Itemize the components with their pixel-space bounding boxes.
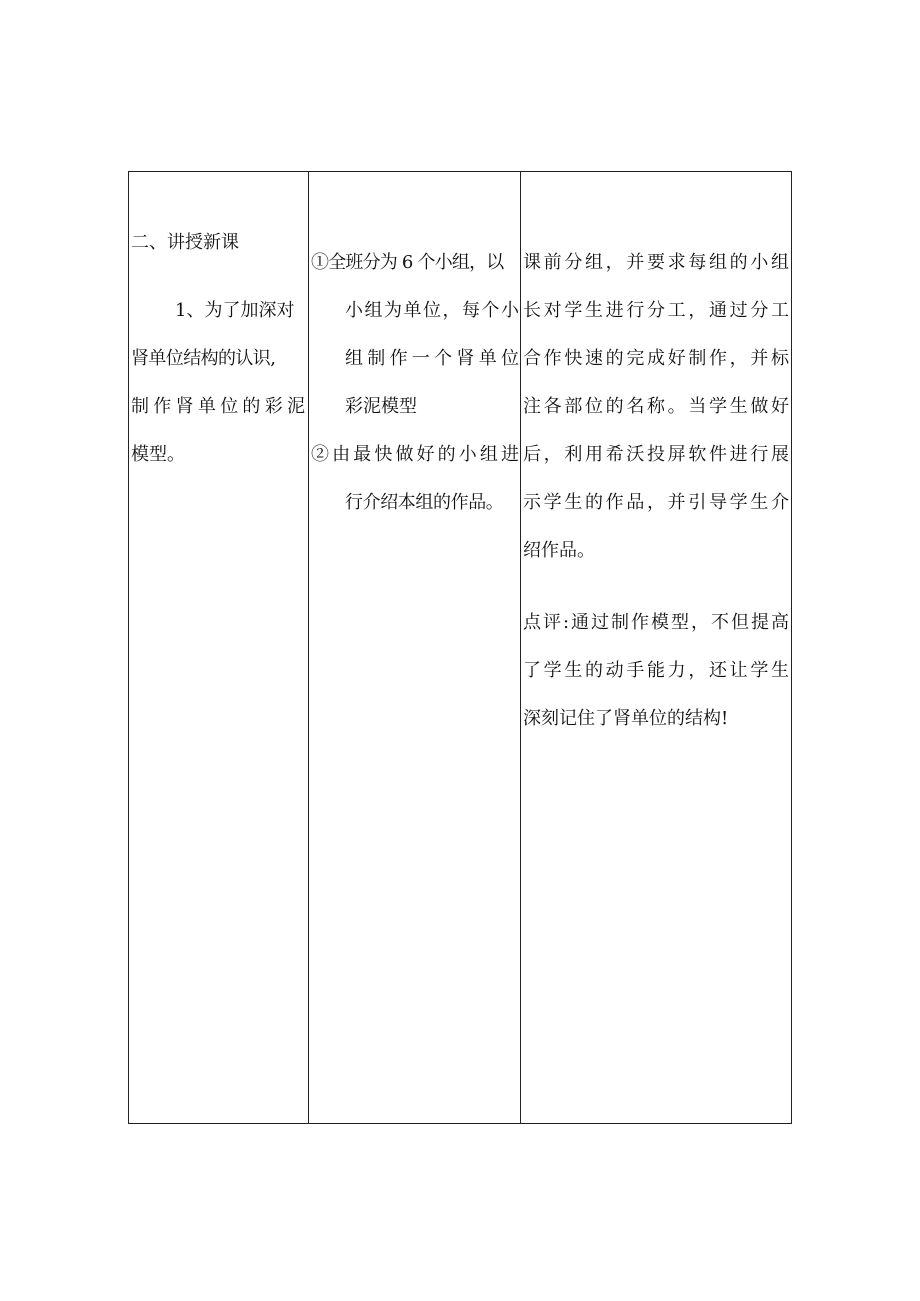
design-intent-column [521,172,791,1123]
activity-line-3: 组制作一个肾单位 [345,348,519,369]
intent-line-7: 绍作品。 [523,540,595,561]
activity-line-4: 彩泥模型 [345,396,417,417]
activity-column [309,172,521,1123]
comment-line-3: 深刻记住了肾单位的结构! [523,708,729,729]
content-line-4: 模型。 [131,444,185,465]
activity-line-5: ②由最快做好的小组进 [311,444,519,465]
comment-line-1: 点评:通过制作模型，不但提高 [523,612,789,633]
activity-line-1: ①全班分为 6 个小组，以 [311,252,504,273]
lesson-table [128,171,792,1124]
content-line-3: 制作肾单位的彩泥 [131,396,305,417]
intent-line-5: 后，利用希沃投屏软件进行展 [523,444,789,465]
intent-line-1: 课前分组，并要求每组的小组 [523,252,789,273]
content-line-2: 肾单位结构的认识, [131,348,276,369]
intent-line-3: 合作快速的完成好制作，并标 [523,348,789,369]
content-column [129,172,309,1123]
intent-line-6: 示学生的作品，并引导学生介 [523,492,789,513]
comment-line-2: 了学生的动手能力，还让学生 [523,660,789,681]
intent-line-2: 长对学生进行分工，通过分工 [523,300,789,321]
content-line-1: 1、为了加深对 [175,300,295,321]
section-heading: 二、讲授新课 [131,232,239,253]
activity-line-2: 小组为单位，每个小 [345,300,519,321]
activity-line-6: 行介绍本组的作品。 [345,492,504,513]
intent-line-4: 注各部位的名称。当学生做好 [523,396,789,417]
